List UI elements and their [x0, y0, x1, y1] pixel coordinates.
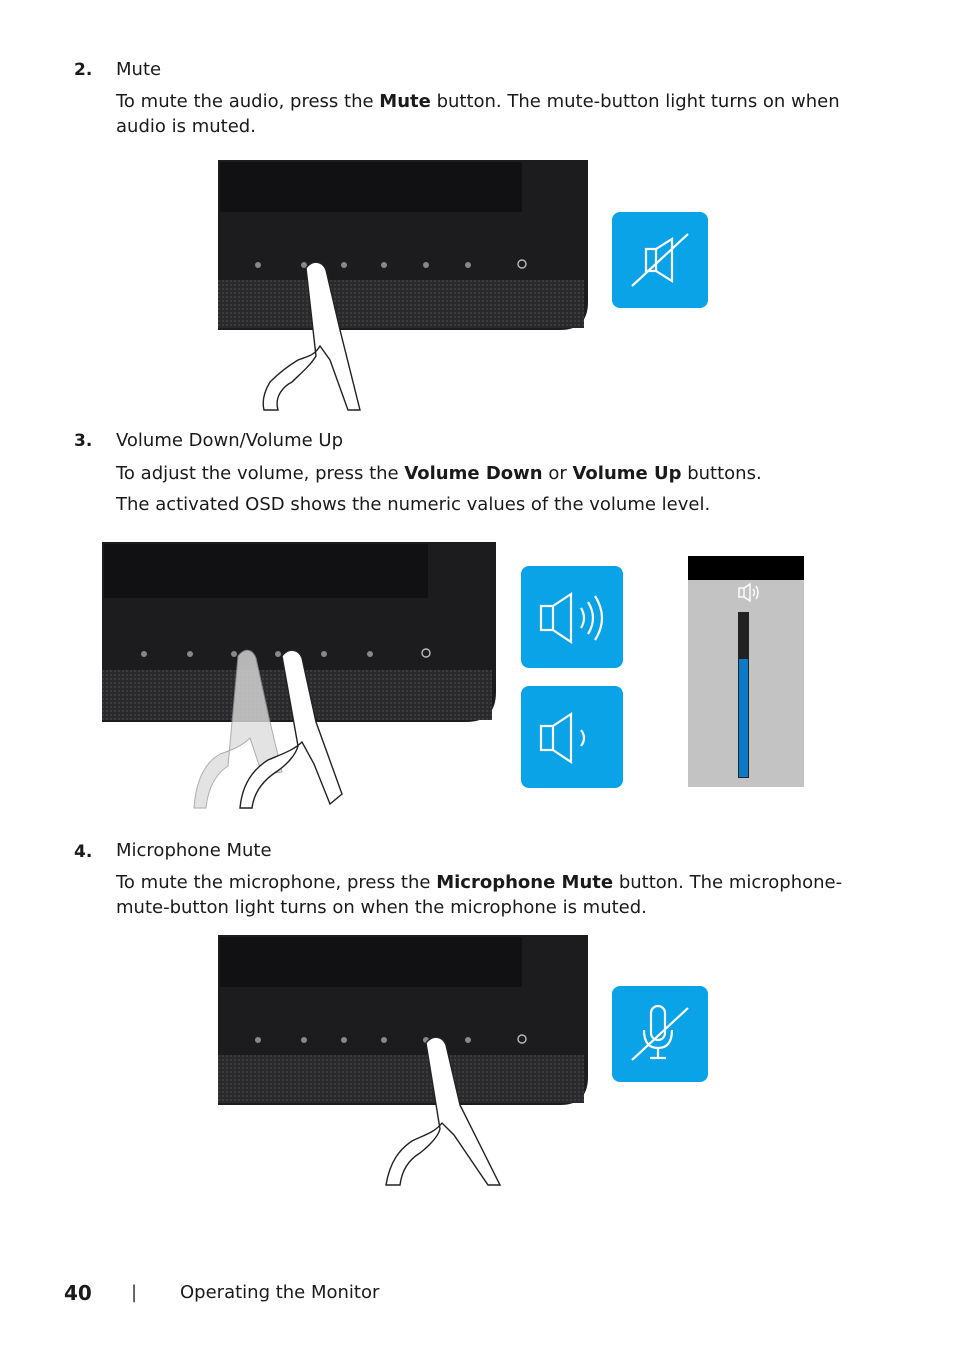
volume-up-label: Volume Up	[572, 463, 682, 484]
monitor-mic-mute-illustration	[218, 935, 590, 1187]
step-title-mute: Mute	[116, 59, 162, 80]
osd-volume-panel	[688, 556, 804, 787]
mute-instructions: To mute the audio, press the Mute button. The mute-button light turns on when audio is muted.	[116, 91, 840, 137]
step-title-mic-mute: Microphone Mute	[116, 840, 272, 861]
volume-up-icon	[521, 566, 623, 668]
volume-down-label: Volume Down	[404, 463, 543, 484]
osd-volume-fill	[739, 659, 748, 777]
microphone-mute-icon	[612, 986, 708, 1082]
volume-instructions: To adjust the volume, press the Volume Down or Volume Up buttons.	[116, 463, 762, 484]
microphone-mute-label: Microphone Mute	[436, 872, 614, 893]
footer-separator: |	[131, 1282, 138, 1303]
volume-down-icon	[521, 686, 623, 788]
page-number: 40	[64, 1281, 92, 1305]
step-number: 4.	[74, 842, 93, 862]
step-number: 2.	[74, 60, 93, 80]
mic-mute-instructions: To mute the microphone, press the Microphone Mute button. The microphone-mute-button light turns on when the microphone is muted.	[116, 872, 843, 918]
monitor-mute-illustration	[218, 160, 590, 412]
chapter-title: Operating the Monitor	[180, 1282, 380, 1303]
mute-button-label: Mute	[379, 91, 431, 112]
osd-description: The activated OSD shows the numeric values of the volume level.	[116, 494, 711, 515]
monitor-volume-illustration	[102, 542, 498, 810]
step-title-volume: Volume Down/Volume Up	[116, 430, 344, 451]
speaker-mute-icon	[612, 212, 708, 308]
step-number: 3.	[74, 431, 93, 451]
